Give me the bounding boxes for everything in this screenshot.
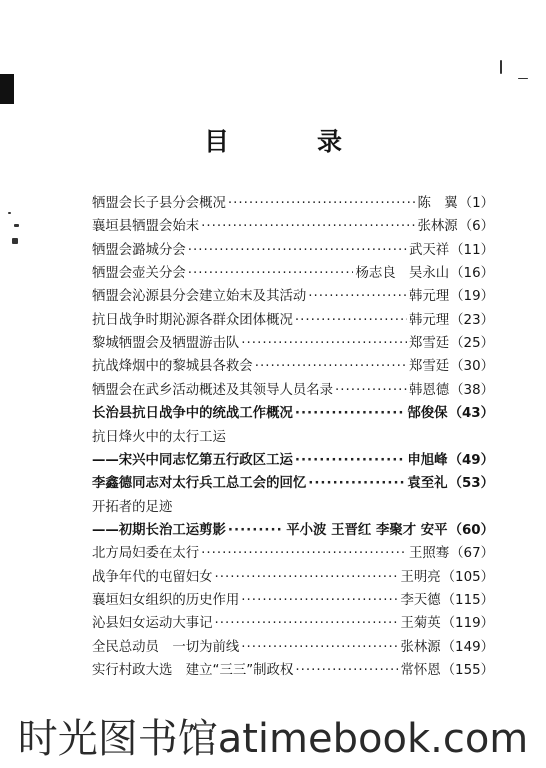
toc-entry-author: 王菊英: [400, 616, 441, 632]
toc-entry: [92, 612, 494, 636]
toc-entry-page: （155）: [441, 663, 494, 678]
toc-entry: [92, 519, 494, 543]
toc-leader-dots: [188, 266, 354, 281]
toc-entry-title: 牺盟会长子县分会概况: [92, 196, 226, 211]
toc-entry: [92, 309, 494, 333]
toc-entry-page: （19）: [450, 289, 494, 305]
toc-entry-title: 牺盟会壶关分会: [92, 266, 186, 282]
scan-speck: [8, 212, 11, 214]
toc-entry: [92, 589, 494, 613]
toc-leader-dots: [295, 313, 407, 328]
toc-entry-page: （23）: [450, 312, 494, 328]
toc-entry-page: （60）: [448, 522, 494, 538]
page-title: [0, 122, 546, 158]
watermark-text: 时光图书馆atimebook.com: [17, 715, 529, 762]
toc-entry-title: 战争年代的屯留妇女: [92, 569, 213, 585]
toc-entry-author: 张林源: [400, 639, 441, 655]
toc-entry-page: （16）: [450, 266, 494, 282]
toc-entry: [92, 355, 494, 379]
toc-entry-author: 韩元理: [409, 312, 450, 328]
toc-entry: [92, 285, 494, 309]
toc-leader-dots: [215, 570, 399, 585]
toc-entry-title: 实行村政大选 建立“三三”制政权: [92, 663, 294, 678]
toc-entry-author: 申旭峰: [407, 452, 448, 468]
toc-entry-title: ——宋兴中同志忆第五行政区工运: [92, 452, 293, 468]
toc-entry-author: 陈 翼: [417, 196, 458, 211]
title-char: 目: [203, 127, 229, 156]
toc-leader-dots: [201, 219, 415, 234]
toc-entry-page: （119）: [441, 616, 494, 632]
toc-entry-page: （43）: [448, 406, 494, 422]
title-char: 录: [317, 127, 343, 156]
toc-leader-dots: [241, 640, 398, 655]
scan-artifact-mark: [0, 74, 14, 104]
toc-entry-title: 牺盟会在武乡活动概述及其领导人员名录: [92, 382, 334, 398]
toc-entry-author: 袁至礼: [407, 476, 448, 492]
toc-leader-dots: [241, 336, 407, 351]
toc-entry-title: 抗战烽烟中的黎城县各救会: [92, 359, 253, 375]
toc-entry-author: 常怀恩: [400, 663, 441, 678]
toc-entry-page: （1）: [458, 196, 494, 211]
toc-entry-page: （105）: [441, 569, 494, 585]
toc-entry: [92, 332, 494, 356]
toc-entry: [92, 402, 494, 426]
toc-entry-title: 襄垣妇女组织的历史作用: [92, 592, 240, 608]
toc-entry-title: 北方局妇委在太行: [92, 546, 200, 562]
toc-entry-title: 李鑫德同志对太行兵工总工会的回忆: [92, 476, 307, 492]
toc-leader-dots: [228, 196, 416, 211]
toc-leader-dots: [228, 523, 284, 538]
toc-leader-dots: [295, 663, 398, 678]
toc-entry: [92, 215, 494, 239]
toc-entry-author: 韩元理: [409, 289, 450, 305]
toc-entry-author: 平小波 王晋红 李聚才 安平: [286, 522, 448, 538]
toc-entry-author: 王照骞: [409, 546, 450, 562]
toc-entry-author: 王明亮: [400, 569, 441, 585]
toc-entry-page: （6）: [458, 219, 494, 235]
toc-entry: [92, 542, 494, 566]
toc-entry-title: 襄垣县牺盟会始末: [92, 219, 200, 235]
toc-leader-dots: [308, 289, 407, 304]
toc-entry-page: （49）: [448, 452, 494, 468]
toc-entry-title: 抗日战争时期沁源各群众团体概况: [92, 312, 293, 328]
toc-entry: [92, 426, 494, 450]
toc-leader-dots: [255, 359, 407, 374]
toc-entry: [92, 379, 494, 403]
toc-entry-author: 郑雪廷: [409, 336, 450, 352]
toc-entry-page: （53）: [448, 476, 494, 492]
toc-entry-page: （149）: [441, 639, 494, 655]
toc-entry: [92, 496, 494, 520]
toc-entry-author: 李天德: [400, 592, 441, 608]
toc-entry-author: 郑雪廷: [409, 359, 450, 375]
toc-entry: [92, 566, 494, 590]
toc-entry-page: （30）: [450, 359, 494, 375]
toc-leader-dots: [215, 616, 399, 631]
toc-entry: [92, 192, 494, 216]
toc-leader-dots: [188, 243, 407, 258]
toc-leader-dots: [295, 453, 406, 468]
toc-entry-title: 沁县妇女运动大事记: [92, 616, 213, 632]
toc-entry-page: （25）: [450, 336, 494, 352]
toc-entry: [92, 262, 494, 286]
scan-speck: [12, 238, 18, 244]
toc-leader-dots: [308, 476, 405, 491]
toc-entry: [92, 449, 494, 473]
toc-entry: [92, 636, 494, 660]
toc-entry-author: 郜俊保: [407, 406, 448, 422]
scan-speck: [500, 60, 502, 74]
toc-entry-title: 牺盟会潞城分会: [92, 242, 186, 258]
toc-entry-title: ——初期长治工运剪影: [92, 522, 226, 538]
toc-entry: [92, 659, 494, 683]
toc-entry-title: 抗日烽火中的太行工运: [92, 429, 226, 445]
toc-entry-title: 开拓者的足迹: [92, 499, 173, 515]
scan-speck: [14, 224, 19, 227]
toc-entry-page: （115）: [441, 592, 494, 608]
toc-leader-dots: [335, 383, 407, 398]
toc-entry-author: 韩恩德: [409, 382, 450, 398]
toc-entry-page: （11）: [450, 242, 494, 258]
toc-entry-title: 黎城牺盟会及牺盟游击队: [92, 336, 240, 352]
toc-entry-title: 长治县抗日战争中的统战工作概况: [92, 406, 293, 422]
toc-entry-title: 牺盟会沁源县分会建立始末及其活动: [92, 289, 307, 305]
toc-entry-page: （67）: [450, 546, 494, 562]
toc-leader-dots: [201, 546, 407, 561]
toc-entry: [92, 472, 494, 496]
toc-entry-author: 杨志良 吴永山: [355, 266, 450, 282]
toc-entry-author: 武天祥: [409, 242, 450, 258]
toc-leader-dots: [241, 593, 398, 608]
toc-leader-dots: [295, 406, 406, 421]
scan-speck: [518, 78, 528, 79]
toc-entry: [92, 239, 494, 263]
toc-entry-title: 全民总动员 一切为前线: [92, 639, 240, 655]
toc-entry-page: （38）: [450, 382, 494, 398]
toc-entry-author: 张林源: [417, 219, 458, 235]
